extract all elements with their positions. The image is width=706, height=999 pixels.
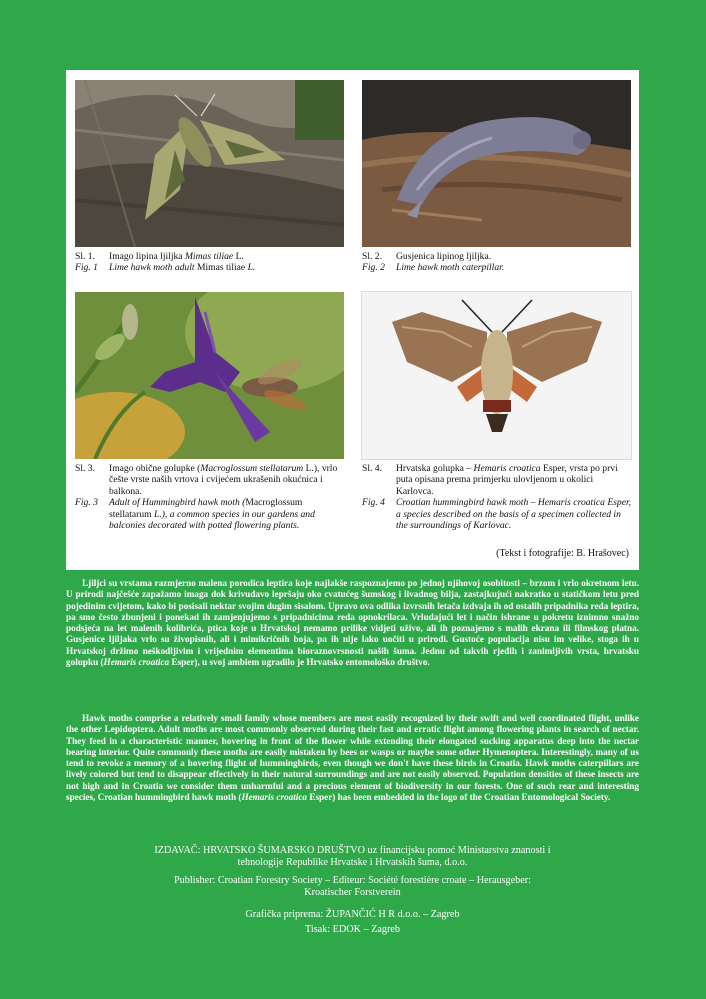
figure-panel — [66, 70, 639, 570]
paragraph-croatian: Ljiljci su vrstama razmjerno malena porodica leptira koje najlakše raspoznajemo po jednoj njihovoj osobitosti – brzom i vrlo okretnom letu. U prirodi najčešće zapažamo imaga dok krivudavo lepršaju oko cvatućeg šumskog i livadnog bilja, zastajkujući nakratko u statičkom letu pred pojedinim cvijetom, kako bi posisali nektar svojim dugim sisalom. Upravo ova odlika izvrsnih letača izdvaja ih od ostalih pripadnika reda leptira, pa smo često zbunjeni i ponekad ih zamjenjujemo s pripadnicima reda opnokrilaca. Vrludajući let i način ishrane u pokretu iznimno snažno podsjeća na let malenih kolibrića, ptica koje u Hrvatskoj nemamo prilike vidjeti uživo, ali ih poznajemo s malih ekrana ili filmskog platna. Gusjenice ljiljaka vrlo su živopisnih, ali i mimikričnih boja, pa ih nije lako uočiti u prirodi. Gustoće populacija nisu im velike, stoga ih u Hrvatskoj držimo neškodljivim i vrijednim elementima bioraznovrsnosti naših šuma. Jednu od takvih rjeđih i zanimljivih vrsta, hrvatsku golupku (Hemaris croatica Esper), u svoj ambiem ugradilo je Hrvatsko entomološko društvo. — [66, 578, 639, 668]
caption-text-hr: Hrvatska golupka – Hemaris croatica Esper, vrsta po prvi puta opisana prema primjerku ulovljenom u okolici Karlovca. — [396, 463, 618, 497]
species-name: Macroglossum stellatarum — [109, 497, 303, 520]
species-name: Mimas tiliae — [196, 262, 246, 274]
caption-text-en: Croatian hummingbird hawk moth – Hemaris croatica Esper, a species described on the basis of a specimen collected in the surroundings of Karlovac. — [396, 497, 632, 532]
caption-text-hr: Gusjenica lipinog ljiljka. — [396, 251, 492, 262]
imprint-publisher-hr: IZDAVAČ: HRVATSKO ŠUMARSKO DRUŠTVO uz financijsku pomoć Ministarstva znanosti i tehnologije Republike Hrvatske i Hrvatskih šuma, d.o.o. — [154, 845, 551, 869]
moth-at-flower-image — [75, 292, 344, 459]
photo-hummingbird-hawk-moth — [75, 292, 344, 459]
species-name: Hemaris croatica — [103, 657, 170, 668]
species-name: Hemaris croatica — [241, 792, 308, 803]
photo-hemaris-croatica — [362, 292, 631, 459]
species-name: Macroglossum stellatarum — [200, 463, 304, 474]
photo-credit: (Tekst i fotografije: B. Hrašovec) — [496, 548, 629, 559]
photo-lime-hawk-moth-adult — [75, 80, 344, 247]
figure-number-en: Fig. 1 — [75, 262, 98, 274]
caption-text-en: Lime hawk moth caterpillar. — [396, 262, 505, 274]
figure-number-hr: Sl. 2. — [362, 251, 382, 262]
caterpillar-image — [362, 80, 631, 247]
species-name: Hemaris croatica — [473, 463, 541, 474]
caption-text-en: Adult of Hummingbird hawk moth (Macroglossum stellatarum L.), a common species in our gardens and balconies decorated with potted flowering plants. — [109, 497, 315, 532]
figure-number-hr: Sl. 4. — [362, 463, 382, 474]
moth-on-bark-image — [75, 80, 344, 247]
caption-text-en: Lime hawk moth adult Mimas tiliae L. — [109, 262, 256, 274]
species-name: Mimas tiliae — [184, 251, 234, 262]
caption-fig-4 — [362, 463, 632, 531]
figure-number-hr: Sl. 1. — [75, 251, 95, 262]
caption-text-hr: Imago lipina ljiljka Mimas tiliae L. — [109, 251, 244, 262]
moth-specimen-image — [362, 292, 631, 459]
figure-number-en: Fig. 3 — [75, 497, 98, 509]
imprint-graphic-prep: Grafička priprema: ŽUPANČIĆ H R d.o.o. – Zagreb — [245, 909, 460, 920]
paragraph-english: Hawk moths comprise a relatively small family whose members are most easily recognized by their swift and well coordinated flight, unlike the other Lepidoptera. Adult moths are most commonly observed during their fast and erratic flight among flowering plants in search of nectar. They feed in a characteristic manner, hovering in front of the flower while extending their elongated sucking apparatus deep into the nectar bearing interior. Quite commonly these moths are easily mistaken by bees or wasps or maybe some other Hymenoptera. Interestingly, many of us tend to revoke a memory of a hovering flight of hummingbirds, even though we don't have these birds in Croatia. Hawk moths caterpillars are lively colored but tend to disappear effectively in their natural surroundings and are not easily observed. Population densities of these insects are not high and in Croatia we consider them unharmful and a precious element of biodiversity in our forests. One of such rear and interesting species, Croatian hummingbird hawk moth (Hemaris croatica Esper) has been embedded in the logo of the Croatian Entomological Society. — [66, 713, 639, 803]
figure-number-hr: Sl. 3. — [75, 463, 95, 474]
caption-fig-1 — [75, 251, 345, 274]
photo-lime-hawk-moth-caterpillar — [362, 80, 631, 247]
imprint-publisher-en: Publisher: Croatian Forestry Society – Editeur: Société forestière croate – Herausgeber: Kroatischer Forstverein — [173, 875, 531, 899]
caption-text-hr: Imago obične golupke (Macroglossum stellatarum L.), vrlo češte vrste naših vrtova i cvijećem ukrašenih okućnica i balkona. — [109, 463, 338, 497]
caption-fig-3 — [75, 463, 345, 531]
figure-number-en: Fig. 4 — [362, 497, 385, 509]
figure-number-en: Fig. 2 — [362, 262, 385, 274]
imprint-print: Tisak: EDOK – Zagreb — [305, 924, 400, 935]
caption-fig-2 — [362, 251, 632, 274]
